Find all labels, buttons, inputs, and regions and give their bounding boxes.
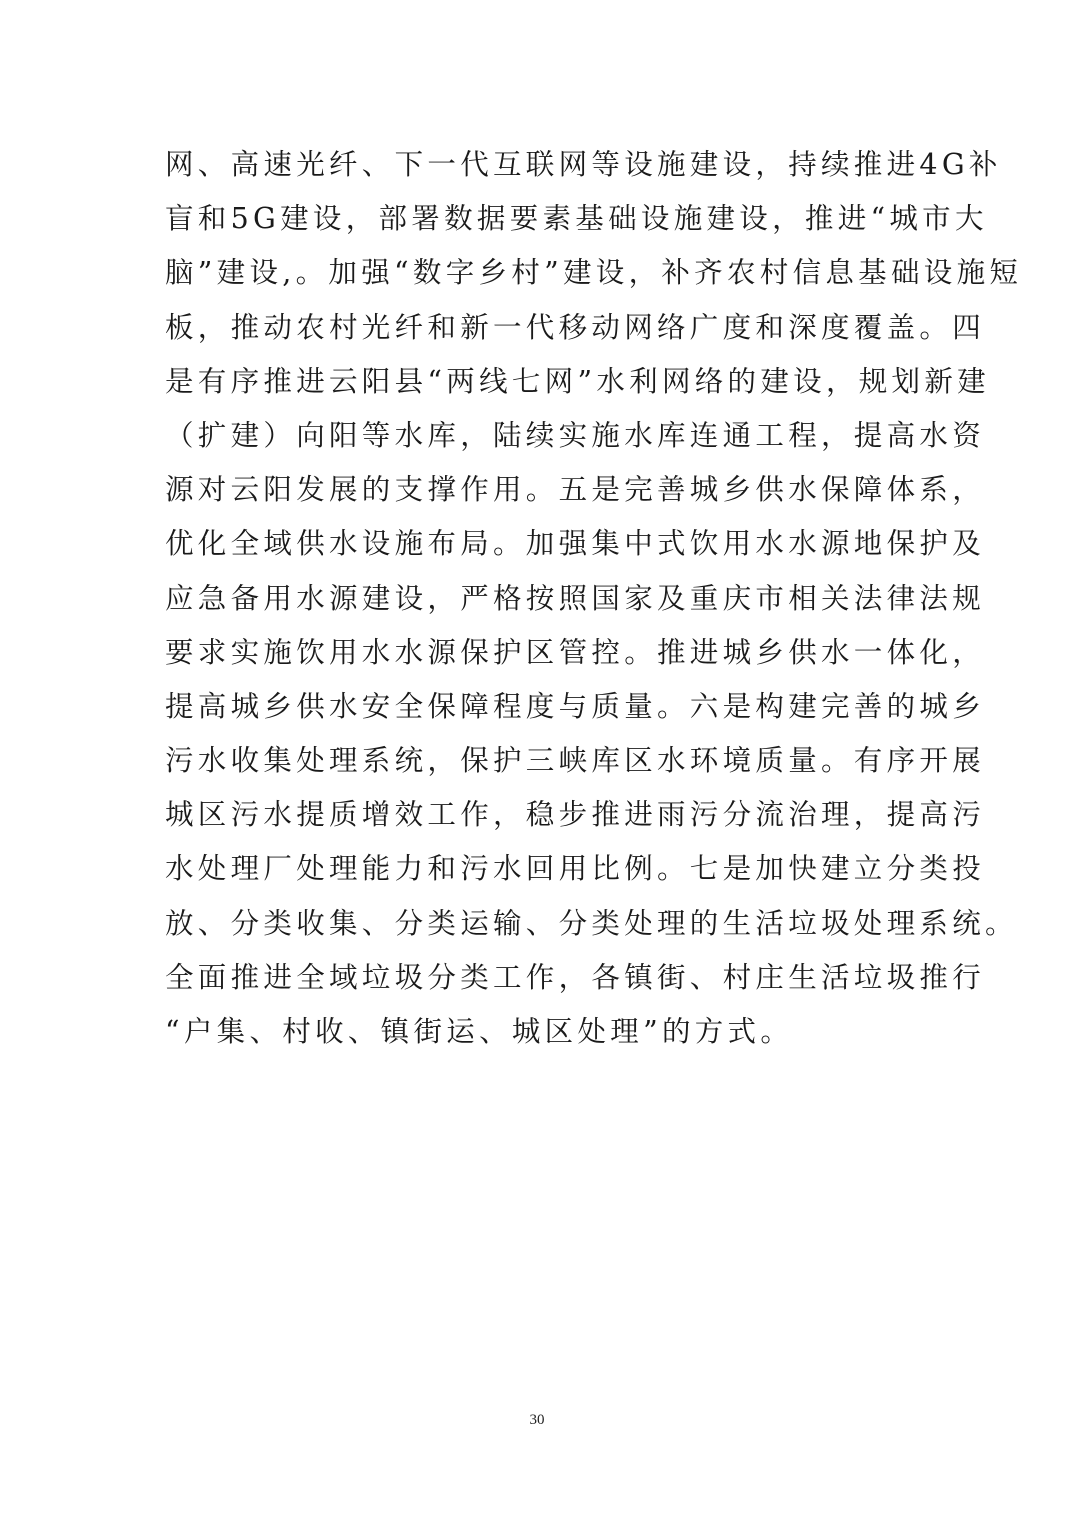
text-line-17: “户集、村收、镇街运、城区处理”的方式。	[165, 1015, 794, 1048]
body-paragraph	[165, 142, 1023, 1063]
text-line-15: 放、分类收集、分类运输、分类处理的生活垃圾处理系统。	[165, 906, 1018, 940]
text-line-5: 是有序推进云阳县“两线七网”水利网络的建设，规划新建	[165, 364, 990, 398]
text-line-14: 水处理厂处理能力和污水回用比例。七是加快建立分类投	[165, 852, 986, 886]
text-line-4: 板，推动农村光纤和新一代移动网络广度和深度覆盖。四	[165, 310, 986, 344]
text-line-12: 污水收集处理系统，保护三峡库区水环境质量。有序开展	[165, 744, 986, 778]
text-line-6: （扩建）向阳等水库，陆续实施水库连通工程，提高水资	[165, 418, 986, 452]
page-number: 30	[529, 1412, 545, 1428]
text-line-16: 全面推进全域垃圾分类工作，各镇街、村庄生活垃圾推行	[165, 960, 986, 994]
text-line-2: 盲和5G建设，部署数据要素基础设施建设，推进“城市大	[165, 202, 988, 236]
text-line-10: 要求实施饮用水水源保护区管控。推进城乡供水一体化，	[165, 635, 986, 669]
text-line-9: 应急备用水源建设，严格按照国家及重庆市相关法律法规	[165, 581, 986, 615]
text-line-13: 城区污水提质增效工作，稳步推进雨污分流治理，提高污	[165, 798, 986, 832]
text-line-3: 脑”建设,。加强“数字乡村”建设，补齐农村信息基础设施短	[165, 256, 1023, 290]
text-line-7: 源对云阳发展的支撑作用。五是完善城乡供水保障体系，	[165, 473, 986, 507]
text-line-8: 优化全域供水设施布局。加强集中式饮用水水源地保护及	[165, 527, 986, 561]
text-line-11: 提高城乡供水安全保障程度与质量。六是构建完善的城乡	[165, 689, 986, 723]
text-line-1: 网、高速光纤、下一代互联网等设施建设，持续推进4G补	[165, 148, 1002, 181]
